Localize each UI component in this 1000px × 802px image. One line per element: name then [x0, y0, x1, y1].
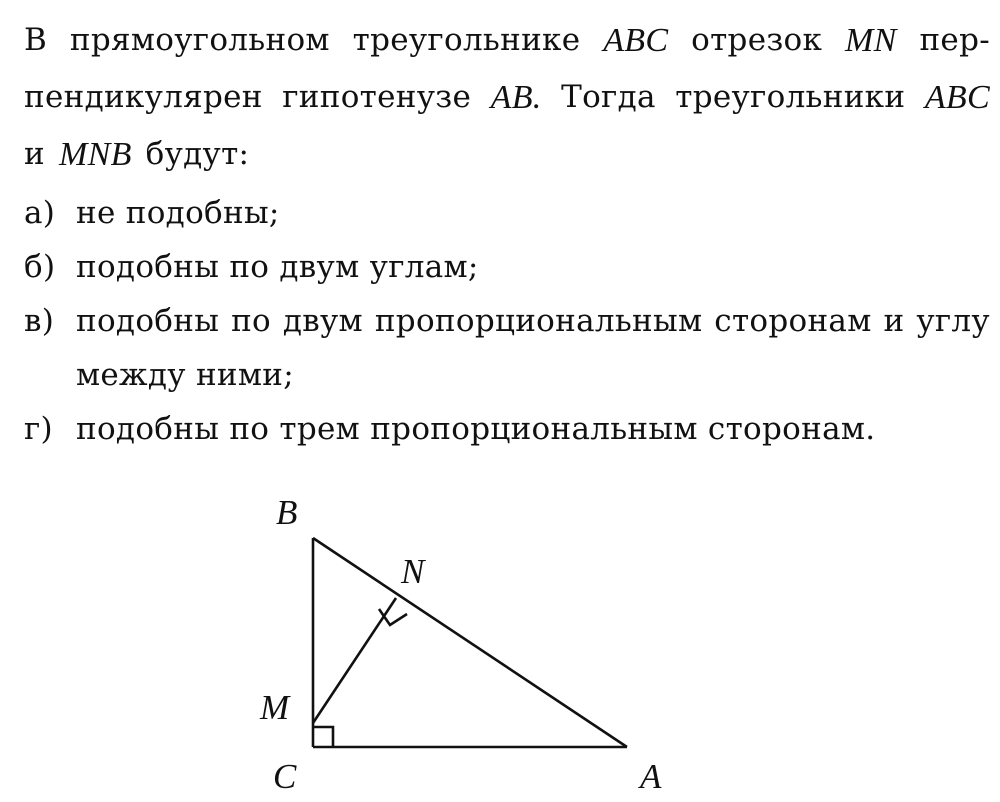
option-letter: а): [24, 195, 56, 231]
option-text: не подобны;: [76, 195, 280, 231]
word: треугольнике: [352, 22, 581, 58]
option-text: подобны по трем пропорциональным сторонам.: [76, 411, 876, 447]
vertex-label-n: N: [401, 552, 425, 591]
word: треугольники: [675, 79, 906, 115]
right-angle-marker-n: [379, 609, 407, 625]
word: сторонам: [714, 303, 872, 339]
word: и: [24, 136, 45, 172]
vertex-label-b: B: [276, 493, 298, 532]
option-text: подобны по двум углам;: [76, 249, 479, 285]
word: В: [24, 22, 48, 58]
hypotenuse-name-ab: AB.: [490, 79, 542, 116]
word: двум: [282, 303, 363, 339]
word: отрезок: [691, 22, 823, 58]
word: гипотенузе: [282, 79, 472, 115]
word: пропорциональным: [374, 303, 703, 339]
triangle-name-abc: ABC: [603, 22, 669, 59]
option-letter: б): [24, 249, 56, 285]
word: Тогда: [561, 79, 656, 115]
vertex-label-m: M: [260, 688, 290, 727]
segment-name-mn: MN: [845, 22, 897, 59]
word: пер-: [919, 22, 990, 58]
word: по: [231, 303, 271, 339]
hypotenuse-ab: [313, 538, 627, 747]
word: пендикулярен: [24, 79, 263, 115]
vertex-label-c: C: [273, 757, 297, 796]
option-text-line-2: между ними;: [76, 357, 294, 393]
option-letter: в): [24, 303, 55, 339]
word: прямоугольном: [69, 22, 330, 58]
word: и: [883, 303, 905, 339]
option-letter: г): [24, 411, 53, 447]
triangle-name-abc: ABC: [924, 79, 990, 116]
vertex-label-a: A: [640, 757, 662, 796]
word: подобны: [76, 303, 220, 339]
word: будут:: [145, 136, 250, 172]
word: углу: [916, 303, 990, 339]
right-angle-marker-c: [313, 727, 333, 747]
triangle-name-mnb: MNB: [58, 136, 132, 173]
